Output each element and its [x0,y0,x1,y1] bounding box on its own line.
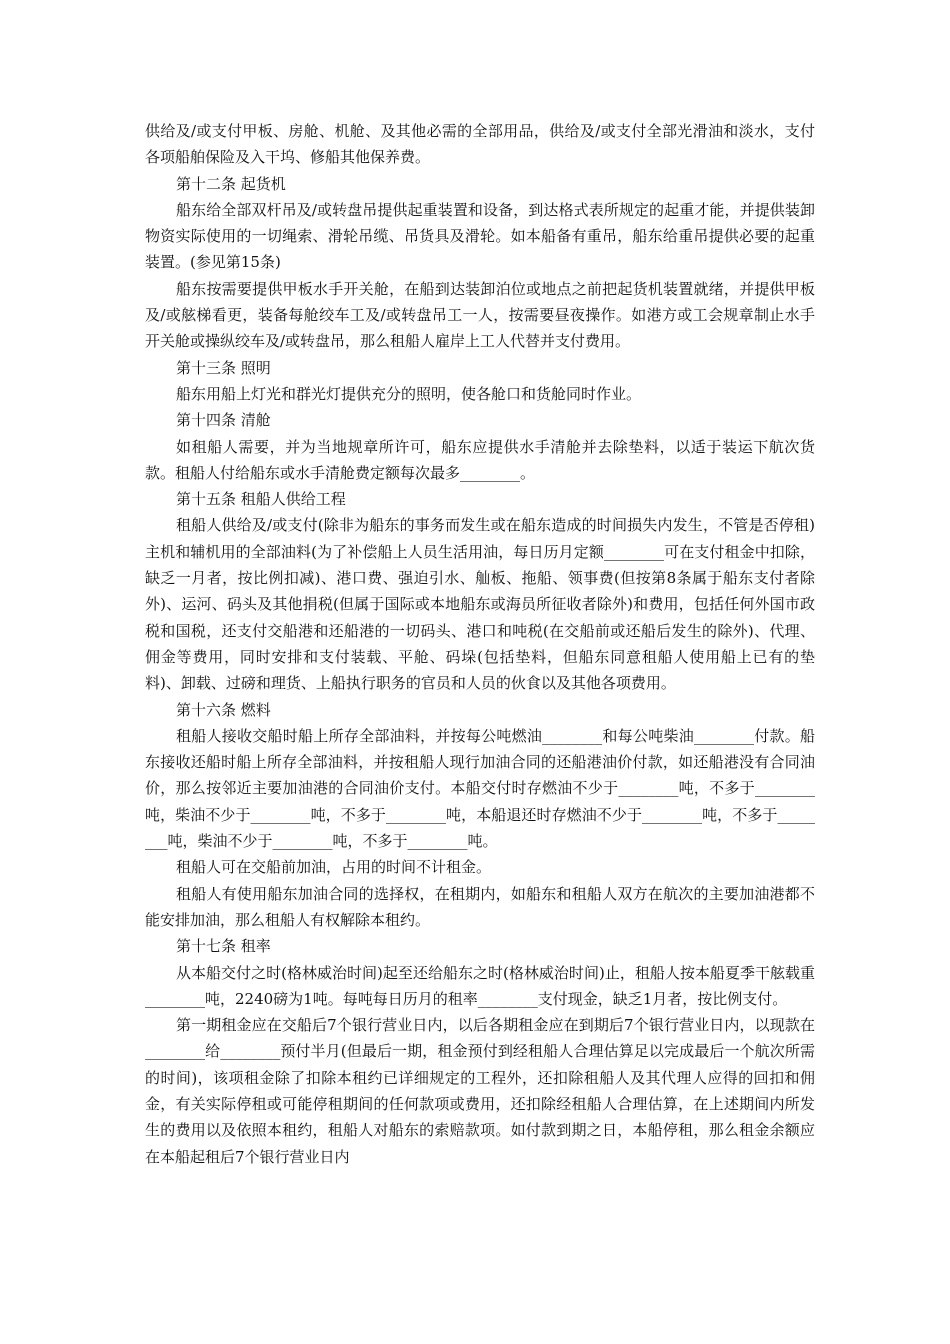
paragraph: 如租船人需要，并为当地规章所许可，船东应提供水手清舱并去除垫料，以适于装运下航次货款。租船人付给船东或水手清舱费定额每次最多________。 [145,437,815,482]
paragraph: 租船人有使用船东加油合同的选择权，在租期内，如船东和租船人双方在航次的主要加油港都不能安排加油，那么租船人有权解除本租约。 [145,884,815,929]
document-page [145,118,815,1170]
article-heading: 第十五条 租船人供给工程 [176,490,346,509]
paragraph: 租船人接收交船时船上所存全部油料，并按每公吨燃油________和每公吨柴油________付款。船东接收还船时船上所存全部油料，并按租船人现行加油合同的还船港油价付款，如还船港没有合同油价，那么按邻近主要加油港的合同油价支付。本船交付时存燃油不少于________吨，不多于________吨，柴油不少于________吨，不多于________吨，本船退还时存燃油不少于________吨，不多于________吨，柴油不少于________吨，不多于________吨。 [145,726,815,851]
article-heading: 第十二条 起货机 [176,174,286,193]
paragraph: 船东用船上灯光和群光灯提供充分的照明，使各舱口和货舱同时作业。 [176,384,642,403]
paragraph: 租船人供给及/或支付(除非为船东的事务而发生或在船东造成的时间损失内发生，不管是否停租)主机和辅机用的全部油料(为了补偿船上人员生活用油，每日历月定额________可在支付租金中扣除，缺乏一月者，按比例扣减)、港口费、强迫引水、舢板、拖船、领事费(但按第8条属于船东支付者除外)、运河、码头及其他捐税(但属于国际或本地船东或海员所征收者除外)和费用，包括任何外国市政税和国税，还支付交船港和还船港的一切码头、港口和吨税(在交船前或还船后发生的除外)、代理、佣金等费用，同时安排和支付装载、平舱、码垛(包括垫料，但船东同意租船人使用船上已有的垫料)、卸载、过磅和理货、上船执行职务的官员和人员的伙食以及其他各项费用。 [145,516,815,693]
paragraph: 船东按需要提供甲板水手开关舱，在船到达装卸泊位或地点之前把起货机装置就绪，并提供甲板及/或舷梯看更，装备每舱绞车工及/或转盘吊工一人，按需要昼夜操作。如港方或工会规章制止水手开关舱或操纵绞车及/或转盘吊，那么租船人雇岸上工人代替并支付费用。 [145,279,815,351]
article-heading: 第十三条 照明 [176,358,271,377]
article-heading: 第十四条 清舱 [176,411,271,430]
article-heading: 第十六条 燃料 [176,700,271,719]
paragraph: 供给及/或支付甲板、房舱、机舱、及其他必需的全部用品，供给及/或支付全部光滑油和淡水，支付各项船舶保险及入干坞、修船其他保养费。 [145,122,815,167]
paragraph: 租船人可在交船前加油，占用的时间不计租金。 [176,858,492,877]
paragraph: 船东给全部双杆吊及/或转盘吊提供起重装置和设备，到达格式表所规定的起重才能，并提供装卸物资实际使用的一切绳索、滑轮吊缆、吊货具及滑轮。如本船备有重吊，船东给重吊提供必要的起重装置。(参见第15条) [145,200,815,272]
paragraph: 从本船交付之时(格林威治时间)起至还给船东之时(格林威治时间)止，租船人按本船夏季干舷载重________吨，2240磅为1吨。每吨每日历月的租率________支付现金，缺乏1月者，按比例支付。 [145,963,815,1008]
paragraph: 第一期租金应在交船后7个银行营业日内，以后各期租金应在到期后7个银行营业日内，以现款在________给________预付半月(但最后一期，租金预付到经租船人合理估算足以完成最后一个航次所需的时间)，该项租金除了扣除本租约已详细规定的工程外，还扣除租船人及其代理人应得的回扣和佣金，有关实际停租或可能停租期间的任何款项或费用，还扣除经租船人合理估算，在上述期间内所发生的费用以及依照本租约，租船人对船东的索赔款项。如付款到期之日，本船停租，那么租金余额应在本船起租后7个银行营业日内 [145,1016,815,1166]
article-heading: 第十七条 租率 [176,937,271,956]
